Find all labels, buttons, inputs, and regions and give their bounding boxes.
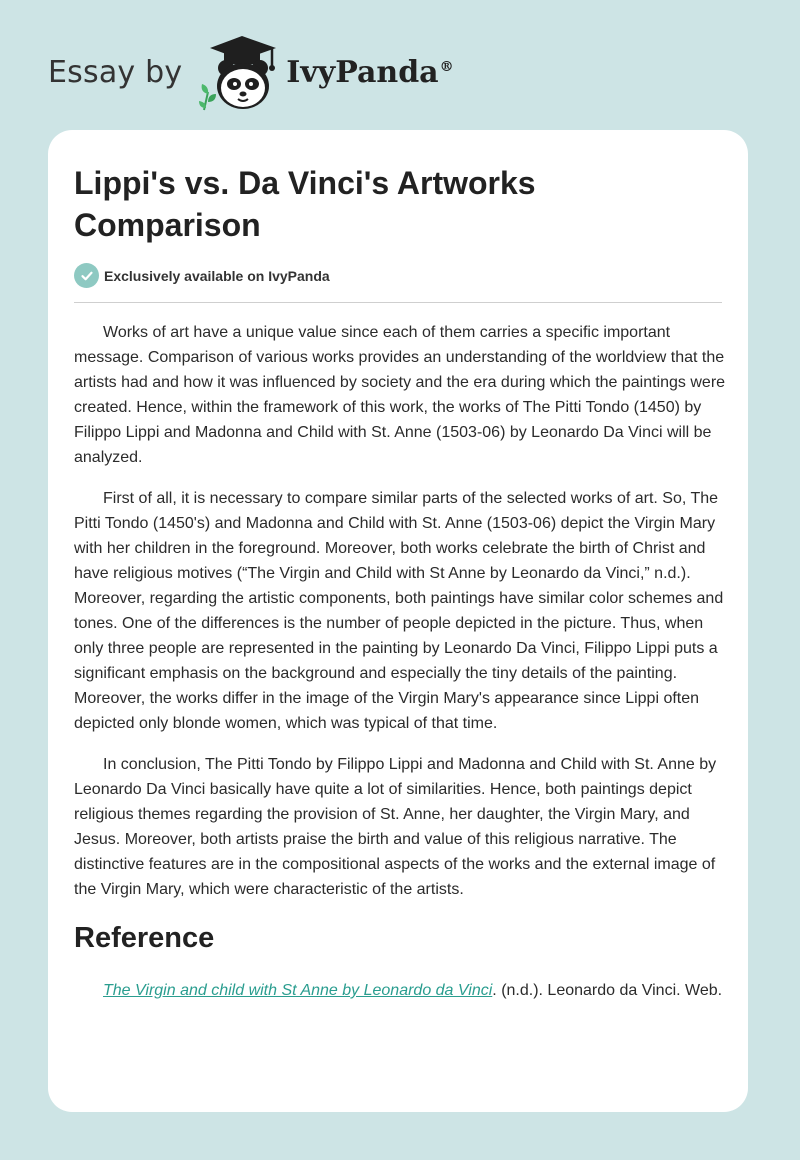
exclusive-label: Exclusively available on IvyPanda — [104, 267, 330, 284]
page-title: Lippi's vs. Da Vinci's Artworks Comparison — [74, 165, 536, 243]
reference-entry — [74, 978, 726, 1003]
brand-name[interactable]: IvyPanda® — [286, 54, 454, 90]
site-header — [48, 32, 454, 112]
article-body — [74, 320, 726, 1003]
essay-by-label: Essay by — [48, 54, 183, 90]
registered-mark: ® — [439, 58, 454, 75]
reference-link[interactable]: The Virgin and child with St Anne by Leonardo da Vinci — [103, 982, 493, 999]
paragraph-comparison: First of all, it is necessary to compare similar parts of the selected works of art. So, The Pitti Tondo (1450's) and Madonna and Child with St. Anne (1503-06) depict the Virgin Mary with her children in the foreground. Moreover, both works celebrate the birth of Christ and have religious motives (“The Virgin and Child with St Anne by Leonardo da Vinci,” n.d.). Moreover, regarding the artistic components, both paintings have similar color schemes and tones. One of the differences is the number of people depicted in the picture. Thus, when only three people are represented in the painting by Leonardo Da Vinci, Filippo Lippi puts a significant emphasis on the background and especially the tiny details of the painting. Moreover, the works differ in the image of the Virgin Mary's appearance since Lippi often depicted only blonde women, which was typical of that time. — [74, 490, 724, 732]
paragraph-intro: Works of art have a unique value since each of them carries a specific important message. Comparison of various works provides an understanding of the worldview that the artists had and how it was influenced by society and the era during which the paintings were created. Hence, within the framework of this work, the works of The Pitti Tondo (1450) by Filippo Lippi and Madonna and Child with St. Anne (1503-06) by Leonardo Da Vinci will be analyzed. — [74, 324, 726, 466]
article-card — [48, 130, 748, 1112]
divider — [74, 302, 722, 303]
reference-heading: Reference — [74, 922, 215, 954]
paragraph-conclusion: In conclusion, The Pitti Tondo by Filippo Lippi and Madonna and Child with St. Anne by Leonardo Da Vinci basically have quite a lot of similarities. Hence, both paintings depict religious themes regarding the provision of St. Anne, her daughter, the Virgin Mary, and Jesus. Moreover, both artists praise the birth and value of this religious narrative. The distinctive features are in the compositional aspects of the works and the external image of the Virgin Mary, which were characteristic of the artists. — [74, 756, 717, 898]
ivy-leaf-icon — [199, 84, 216, 110]
reference-rest: . (n.d.). Leonardo da Vinci. Web. — [492, 982, 723, 999]
check-icon — [74, 263, 99, 288]
exclusive-badge — [74, 263, 330, 288]
panda-logo-icon[interactable] — [196, 32, 282, 112]
